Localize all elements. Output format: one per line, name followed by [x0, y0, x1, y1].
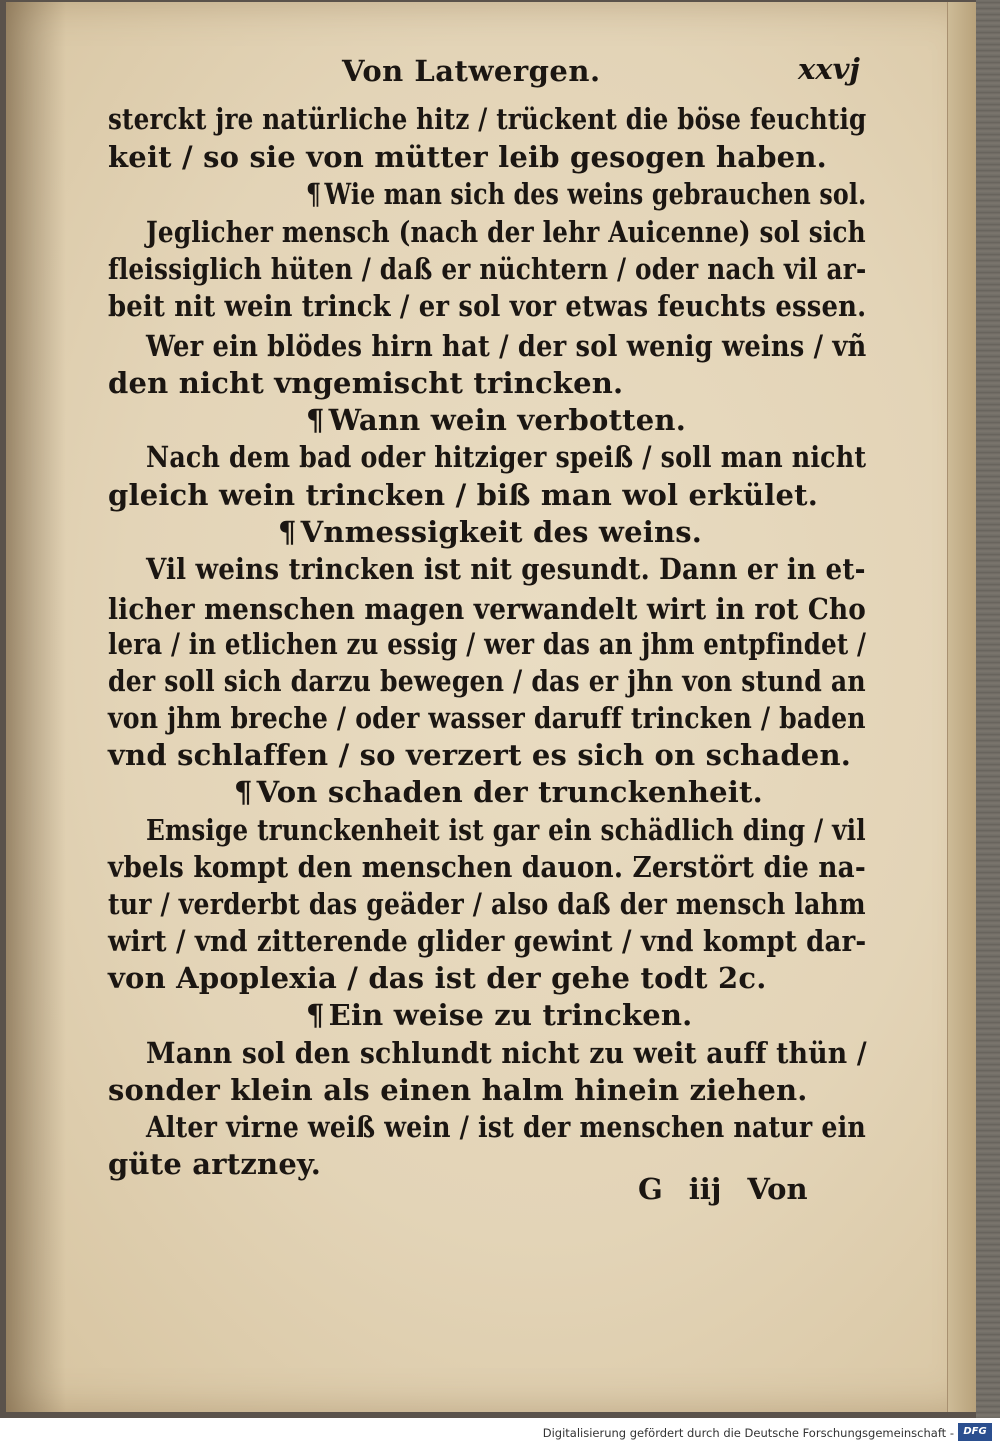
text-line: Wer ein blödes hirn hat / der sol wenig weins / vñ: [146, 329, 867, 363]
book-cover-edge: [976, 0, 1000, 1418]
section-heading: ¶ Wie man sich des weins gebrauchen sol.: [306, 177, 867, 211]
text-line: Vil weins trincken ist nit gesundt. Dann er in et-: [146, 552, 866, 586]
pilcrow-icon: ¶: [306, 998, 325, 1032]
text-line: Nach dem bad oder hitziger speiß / soll man nicht: [146, 440, 867, 474]
section-heading: ¶ Wann wein verbotten.: [306, 403, 686, 437]
text-line: vnd schlaffen / so verzert es sich on schaden.: [108, 738, 852, 772]
text-line: licher menschen magen verwandelt wirt in rot Cho: [108, 592, 867, 626]
text-line: Emsige trunckenheit ist gar ein schädlich ding / vil: [146, 813, 866, 847]
text-line: Jeglicher mensch (nach der lehr Auicenne) sol sich: [146, 215, 866, 249]
text-line: fleissiglich hüten / daß er nüchtern / oder nach vil ar-: [108, 252, 867, 286]
digitization-footer: [0, 1418, 1000, 1448]
book-page: [6, 2, 976, 1412]
text-line: von jhm breche / oder wasser daruff trincken / baden: [108, 701, 866, 735]
folio-number: xxvj: [798, 52, 860, 86]
running-title: Von Latwergen.: [342, 54, 601, 88]
text-line: lera / in etlichen zu essig / wer das an jhm entpfindet /: [108, 627, 867, 661]
text-line: keit / so sie von mütter leib gesogen haben.: [108, 140, 827, 174]
section-heading: ¶ Vnmessigkeit des weins.: [278, 515, 703, 549]
footer-credit: Digitalisierung gefördert durch die Deutsche Forschungsgemeinschaft -: [542, 1426, 954, 1440]
page-text: [6, 2, 976, 1412]
text-line: tur / verderbt das geäder / also daß der mensch lahm: [108, 887, 866, 921]
pilcrow-icon: ¶: [306, 177, 322, 211]
text-line: der soll sich darzu bewegen / das er jhn von stund an: [108, 664, 866, 698]
pilcrow-icon: ¶: [278, 515, 297, 549]
text-line: Alter virne weiß wein / ist der menschen natur ein: [146, 1110, 866, 1144]
text-line: sonder klein als einen halm hinein ziehen.: [108, 1073, 808, 1107]
pilcrow-icon: ¶: [306, 403, 325, 437]
text-line: beit nit wein trinck / er sol vor etwas feuchts essen.: [108, 289, 867, 323]
text-line: den nicht vngemischt trincken.: [108, 366, 624, 400]
signature-number: iij: [688, 1172, 722, 1206]
pilcrow-icon: ¶: [234, 775, 253, 809]
section-heading: ¶ Ein weise zu trincken.: [306, 998, 693, 1032]
signature-line: [638, 1172, 834, 1206]
text-line: wirt / vnd zitterende glider gewint / vnd kompt dar-: [108, 924, 867, 958]
text-line: vbels kompt den menschen dauon. Zerstört die na-: [108, 850, 866, 884]
text-line: gleich wein trincken / biß man wol erkület.: [108, 478, 819, 512]
section-heading: ¶ Von schaden der trunckenheit.: [234, 775, 763, 809]
text-line: sterckt jre natürliche hitz / trückent die böse feuchtig: [108, 102, 867, 136]
dfg-logo: DFG: [958, 1423, 992, 1441]
text-line: von Apoplexia / das ist der gehe todt 2c.: [108, 961, 767, 995]
text-line: Mann sol den schlundt nicht zu weit auff thün /: [146, 1036, 867, 1070]
signature-mark: G: [638, 1172, 663, 1206]
text-line: güte artzney.: [108, 1147, 321, 1181]
catchword: Von: [747, 1172, 808, 1206]
